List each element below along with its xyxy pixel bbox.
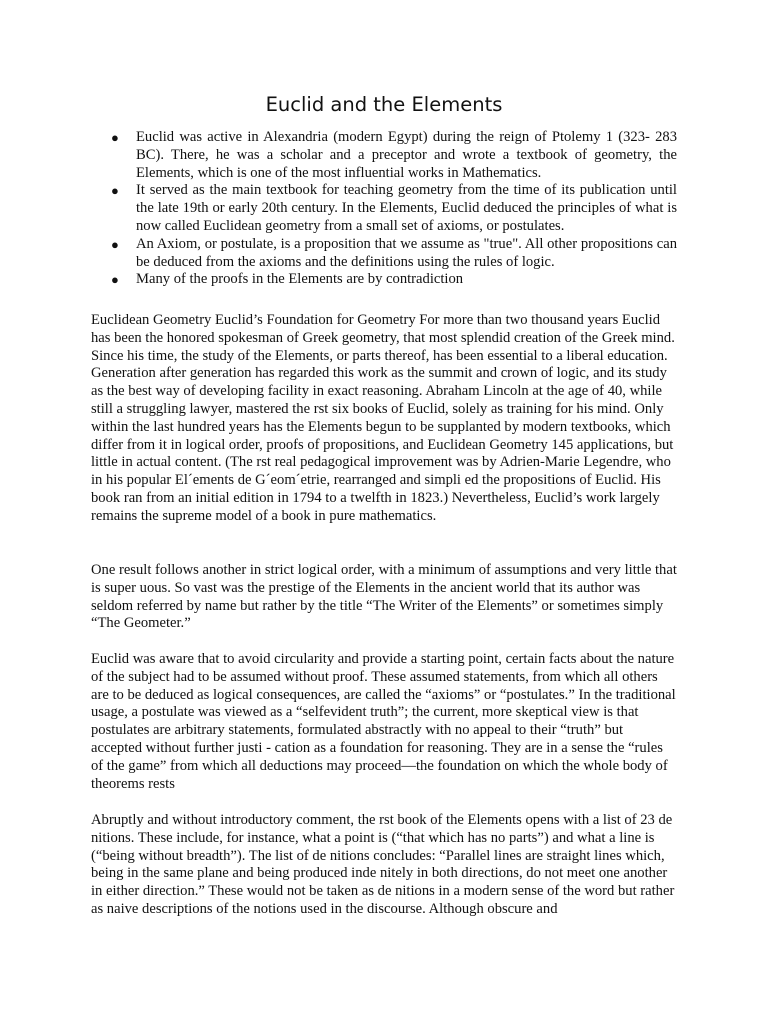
bullet-icon: ● [111, 130, 119, 145]
paragraph: One result follows another in strict logical order, with a minimum of assumptions and very little that is super uous. So vast was the prestige of the Elements in the ancient world that its author was seldom referred by name but rather by the title “The Writer of the Elements” or sometimes simply “The Geometer.” [91, 562, 677, 632]
list-item-text: It served as the main textbook for teaching geometry from the time of its publication until the late 19th or early 20th century. In the Elements, Euclid deduced the principles of what is now called Euclidean geometry from a small set of axioms, or postulates. [136, 182, 677, 234]
bullet-icon: ● [111, 272, 119, 288]
bullet-icon: ● [111, 183, 119, 199]
list-item-text: An Axiom, or postulate, is a proposition that we assume as "true". All other propositions can be deduced from the axioms and the definitions using the rules of logic. [136, 235, 677, 270]
bullet-list [91, 129, 677, 289]
list-item [91, 271, 677, 289]
paragraph: Euclid was aware that to avoid circularity and provide a starting point, certain facts about the nature of the subject had to be assumed without proof. These assumed statements, from which all others are to be deduced as logical consequences, are called the “axioms” or “postulates.” In the traditional usage, a postulate was viewed as a “selfevident truth”; the current, more skeptical view is that postulates are arbitrary statements, formulated abstractly with no appeal to their “truth” but accepted without further justi - cation as a foundation for reasoning. They are in a sense the “rules of the game” from which all deductions may proceed—the foundation on which the whole body of theorems rests [91, 651, 676, 792]
list-item [91, 129, 677, 182]
list-item [91, 182, 677, 235]
list-item-text: Many of the proofs in the Elements are by contradiction [136, 271, 464, 288]
list-item [91, 236, 677, 272]
bullet-icon: ● [111, 236, 119, 252]
list-item-text: Euclid was active in Alexandria (modern Egypt) during the reign of Ptolemy 1 (323- 283 BC). There, he was a scholar and a preceptor and wrote a textbook of geometry, the Elements, which is one of the most influential works in Mathematics. [136, 129, 677, 181]
paragraph: Euclidean Geometry Euclid’s Foundation for Geometry For more than two thousand years Euclid has been the honored spokesman of Greek geometry, that most splendid creation of the Greek mind. Since his time, the study of the Elements, or parts thereof, has been essential to a liberal education. Generation after generation has regarded this work as the summit and crown of logic, and its study as the best way of developing facility in exact reasoning. Abraham Lincoln at the age of 40, while still a struggling lawyer, mastered the rst six books of Euclid, solely as training for his mind. Only within the last hundred years has the Elements begun to be supplanted by modern textbooks, which differ from it in logical order, proofs of propositions, and Euclidean Geometry 145 applications, but little in actual content. (The rst real pedagogical improvement was by Adrien-Marie Legendre, who in his popular El´ements de G´eom´etrie, rearranged and simpli ed the propositions of Euclid. His book ran from an initial edition in 1794 to a twelfth in 1823.) Nevertheless, Euclid’s work largely remains the supreme model of a book in pure mathematics. [91, 312, 675, 524]
page-title: Euclid and the Elements [265, 93, 503, 116]
paragraph: Abruptly and without introductory comment, the rst book of the Elements opens with a list of 23 de nitions. These include, for instance, what a point is (“that which has no parts”) and what a line is (“being without breadth”). The list of de nitions concludes: “Parallel lines are straight lines which, being in the same plane and being produced inde nitely in both directions, do not meet one another in either direction.” These would not be taken as de nitions in a modern sense of the word but rather as naive descriptions of the notions used in the discourse. Although obscure and [91, 812, 675, 917]
